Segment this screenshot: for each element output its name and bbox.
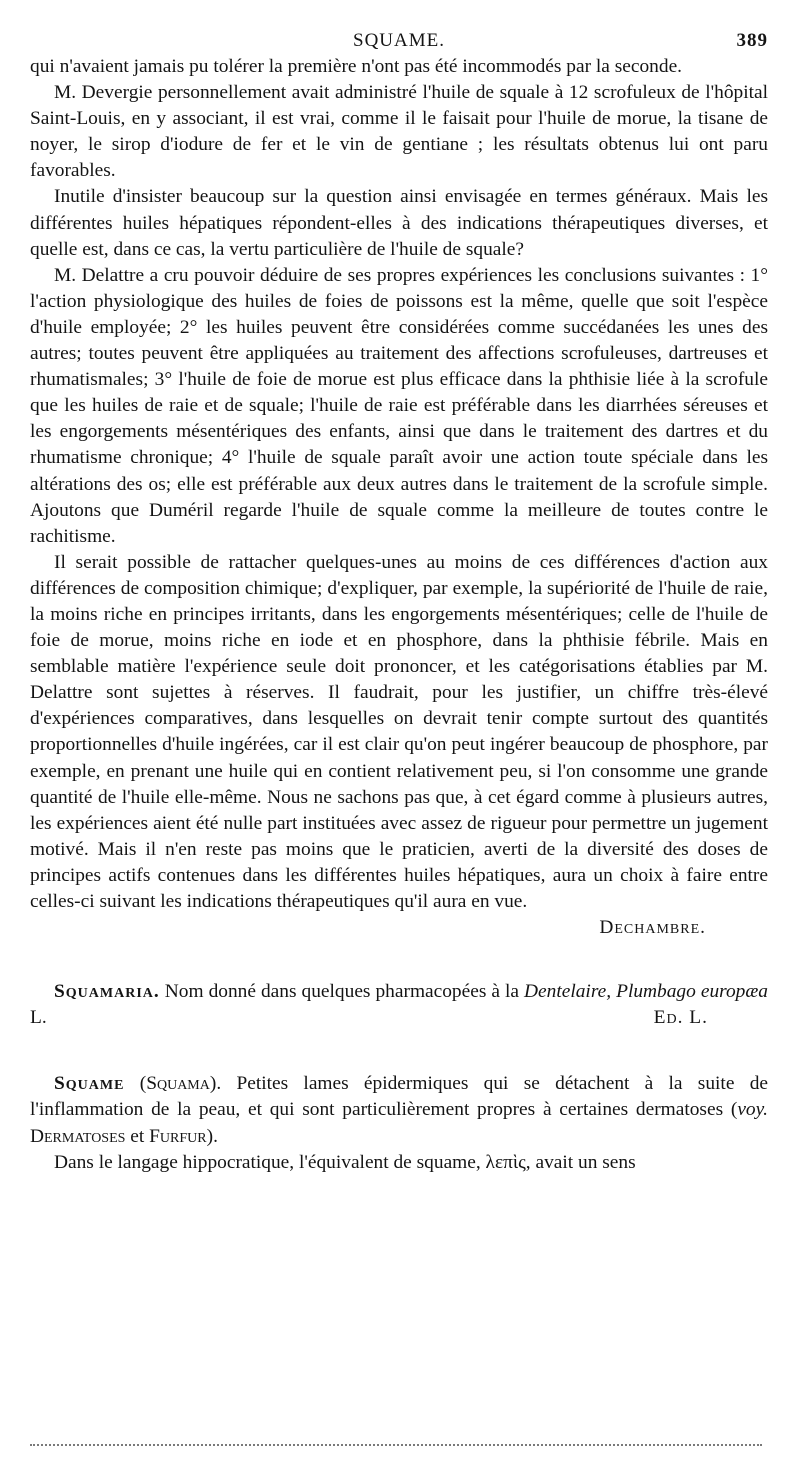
dictionary-entry-squame bbox=[30, 1071, 768, 1149]
paragraph: Il serait possible de rattacher quelques-unes au moins de ces différences d'action aux différences de composition chimique; d'expliquer, par exemple, la supériorité de l'huile de raie, la moins riche en principes irritants, dans les engorgements mésentériques; celle de l'huile de foie de morue, moins riche en iode et en phosphore, dans la phthisie fébrile. Mais en semblable matière l'expérience seule doit prononcer, et les catégorisations établies par M. Delattre sont sujettes à réserves. Il faudrait, pour les justifier, un chiffre très-élevé d'expériences comparatives, dans lesquelles on devrait tenir compte surtout des quantités proportionnelles d'huile ingérées, car il est clair qu'on peut ingérer beaucoup de phosphore, par exemple, en prenant une huile qui en contient relativement peu, si l'on consomme une grande quantité de l'huile elle-même. Nous ne sachons pas que, à cet égard comme à plusieurs autres, les expériences aient été nulle part instituées avec assez de rigueur pour permettre un jugement motivé. Mais il n'en reste pas moins que le praticien, averti de la diversité des doses de principes actifs contenues dans les différentes huiles hépatiques, aura un choix à faire entre celles-ci suivant les indications thérapeutiques qu'il aura en vue. bbox=[30, 551, 768, 912]
entry-voy: voy. bbox=[737, 1099, 768, 1121]
document-page bbox=[30, 28, 768, 1176]
entry-text: L. bbox=[30, 1007, 47, 1029]
entry-italic-term: Dentelaire, Plumbago europæa bbox=[524, 981, 768, 1003]
entry-text: ). bbox=[209, 1073, 222, 1095]
cross-reference-link[interactable]: Furfur bbox=[149, 1125, 207, 1147]
entry-text: ( bbox=[124, 1073, 147, 1095]
entry-text: Nom donné dans quelques pharmacopées à la bbox=[159, 981, 525, 1003]
entry-signature: Ed. L. bbox=[653, 1007, 708, 1029]
entry-latin-name: Squama bbox=[146, 1073, 210, 1095]
running-title: SQUAME. bbox=[353, 30, 445, 51]
entry-headword: Squamaria. bbox=[54, 981, 160, 1003]
running-header bbox=[30, 28, 768, 54]
entry-text: ). bbox=[206, 1125, 218, 1147]
cross-reference-link[interactable]: Dermatoses bbox=[30, 1125, 126, 1147]
entry-text: et bbox=[125, 1125, 150, 1147]
paragraph: Dans le langage hippocratique, l'équivalent de squame, λεπὶς, avait un sens bbox=[54, 1151, 636, 1173]
paragraph: Inutile d'insister beaucoup sur la question ainsi envisagée en termes généraux. Mais les différentes huiles hépatiques répondent-elles à des indications thérapeutiques diverses, et quelle est, dans ce cas, la vertu particulière de l'huile de squale? bbox=[30, 186, 768, 260]
signature-line bbox=[30, 915, 768, 941]
author-signature: Dechambre. bbox=[599, 917, 706, 939]
paragraph: M. Delattre a cru pouvoir déduire de ses propres expériences les conclusions suivantes : 1° l'action physiologique des huiles de foies de poissons est la même, quelle que soit l'espèce d'huile employée; 2° les huiles peuvent être considérées comme succédanées les unes des autres; toutes peuvent être appliquées au traitement des affections scrofuleuses, dartreuses et rhumatismales; 3° l'huile de foie de morue est plus efficace dans la phthisie liée à la scrofule que les huiles de raie et de squale; l'huile de raie est préférable dans les diarrhées séreuses et les engorgements mésentériques des enfants, ainsi que dans le traitement des dartres et du rhumatisme chronique; 4° l'huile de squale paraît avoir une action toute spéciale dans les altérations des os; elle est préférable aux deux autres dans le traitement de la scrofule simple. Ajoutons que Duméril regarde l'huile de squale comme la meilleure de toutes contre le rachitisme. bbox=[30, 264, 768, 547]
page-bottom-rule bbox=[30, 1444, 762, 1446]
page-number: 389 bbox=[736, 30, 768, 51]
entry-text: Petites lames épidermiques qui se détachent à la suite de l'inflammation de la peau, et qui sont particulièrement propres à certaines dermatoses ( bbox=[30, 1073, 768, 1121]
entry-headword: Squame bbox=[54, 1073, 125, 1095]
dictionary-entry-squamaria bbox=[30, 979, 768, 1031]
paragraph: M. Devergie personnellement avait administré l'huile de squale à 12 scrofuleux de l'hôpital Saint-Louis, en y associant, il est vrai, comme il le faisait pour l'huile de morue, la tisane de noyer, le sirop d'iodure de fer et le vin de gentiane ; les résultats obtenus lui ont paru favorables. bbox=[30, 82, 768, 182]
paragraph-continuation: qui n'avaient jamais pu tolérer la première n'ont pas été incommodés par la seconde. bbox=[30, 56, 683, 77]
article-body bbox=[30, 54, 768, 1176]
